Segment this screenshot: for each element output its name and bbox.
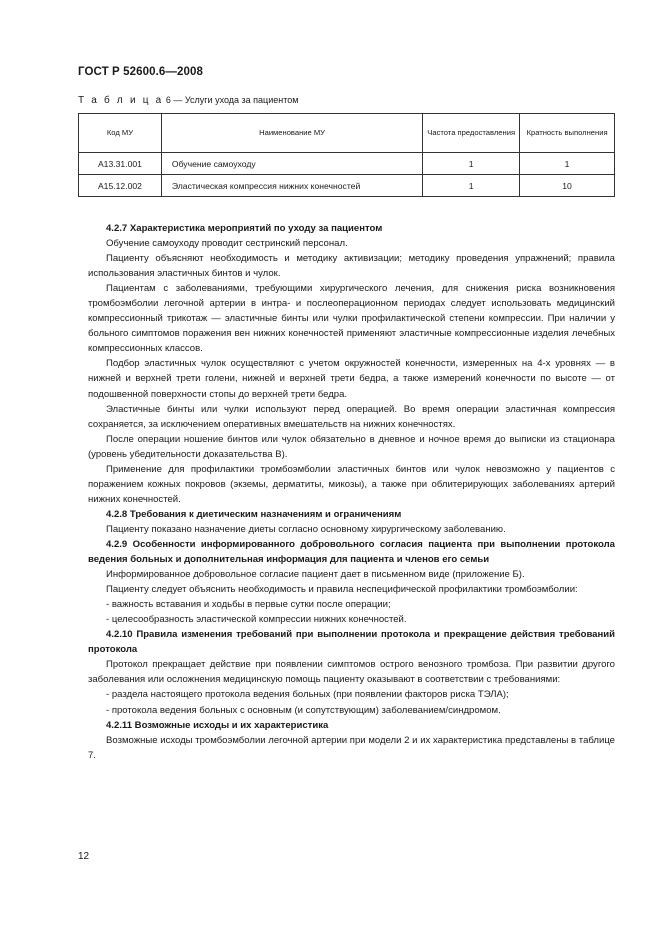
header-name: Наименование МУ [161,114,422,153]
cell-frequency: 1 [423,153,520,175]
table-caption-label: Т а б л и ц а [78,95,164,106]
paragraph: Информированное добровольное согласие пациент дает в письменном виде (приложение Б). [106,569,525,581]
section-heading: 4.2.10 Правила изменения требований при выполнении протокола и прекращение действия требований протокола [88,629,615,656]
page-header: ГОСТ Р 52600.6—2008 [78,66,203,78]
section-heading: 4.2.11 Возможные исходы и их характеристика [106,719,329,731]
table-row [79,175,615,197]
paragraph: Пациентам с заболеваниями, требующими хирургического лечения, для снижения риска возникновения тромбоэмболии легочной артерии в интра- и послеоперационном периодах следует использовать медицинский компрессионный трикотаж — эластичные бинты или чулки профилактической степени компрессии. При наличии у больного симптомов поражения вен нижних конечностей применяют эластичные компрессионные изделия лечебных компрессионных классов. [88,283,615,355]
section-heading: 4.2.7 Характеристика мероприятий по уходу за пациентом [106,223,383,234]
services-table [78,113,615,197]
paragraph: После операции ношение бинтов или чулок обязательно в дневное и ночное время до выписки из стационара (уровень убедительности доказательства В). [88,433,615,460]
cell-code: A15.12.002 [79,175,162,197]
cell-name: Обучение самоуходу [161,153,422,175]
paragraph: Подбор эластичных чулок осуществляют с учетом окружностей конечности, измеренных на 4-х уровнях — в нижней и верхней трети голени, нижней и верхней трети бедра, а также измерений конечности по высоте — от подошвенной поверхности стопы до верхней трети бедра. [88,358,615,400]
cell-name: Эластическая компрессия нижних конечностей [161,175,422,197]
cell-frequency: 1 [423,175,520,197]
list-item: - протокола ведения больных с основным (и сопутствующим) заболеванием/синдромом. [106,704,501,716]
paragraph: Эластичные бинты или чулки используют перед операцией. Во время операции эластичная компрессия сохраняется, за исключением оперативных вмешательств на нижних конечностях. [88,403,615,430]
list-item: - важность вставания и ходьбы в первые сутки после операции; [106,599,391,611]
section-heading: 4.2.9 Особенности информированного добровольного согласия пациента при выполнении протокола ведения больных и дополнительная информация для пациента и членов его семьи [88,538,615,566]
cell-multiplicity: 1 [520,153,615,175]
header-frequency: Частота предоставления [423,114,520,153]
paragraph: Протокол прекращает действие при появлении симптомов острого венозного тромбоза. При развитии другого заболевания или осложнения медицинскую помощь пациенту оказывают в соответствии с требованиями: [88,659,615,686]
header-multiplicity: Кратность выполнения [520,114,615,153]
list-item: - раздела настоящего протокола ведения больных (при появлении факторов риска ТЭЛА); [106,689,509,701]
paragraph: Обучение самоуходу проводит сестринский персонал. [106,238,348,250]
paragraph: Возможные исходы тромбоэмболии легочной артерии при модели 2 и их характеристика представлены в таблице 7. [88,734,615,761]
paragraph: Пациенту объясняют необходимость и методику активизации; методику проведения упражнений; правила использования эластичных бинтов и чулок. [88,253,615,280]
paragraph: Применение для профилактики тромбоэмболии эластичных бинтов или чулок невозможно у пациентов с поражением кожных покровов (экземы, дерматиты, микозы), а также при облитерирующих заболеваниях артерий нижних конечностей. [88,463,615,505]
list-item: - целесообразность эластической компрессии нижних конечностей. [106,614,407,626]
table-row [79,153,615,175]
header-code: Код МУ [79,114,162,153]
table-header-row [79,114,615,153]
cell-code: A13.31.001 [79,153,162,175]
paragraph: Пациенту показано назначение диеты согласно основному хирургическому заболеванию. [106,523,506,535]
paragraph: Пациенту следует объяснить необходимость и правила неспецифической профилактики тромбоэмболии: [106,584,578,596]
cell-multiplicity: 10 [520,175,615,197]
section-heading: 4.2.8 Требования к диетическим назначениям и ограничениям [106,508,402,520]
table-caption-title: 6 — Услуги ухода за пациентом [163,95,299,105]
page-number: 12 [78,851,90,862]
table-caption [78,95,298,106]
body-text [88,221,615,763]
